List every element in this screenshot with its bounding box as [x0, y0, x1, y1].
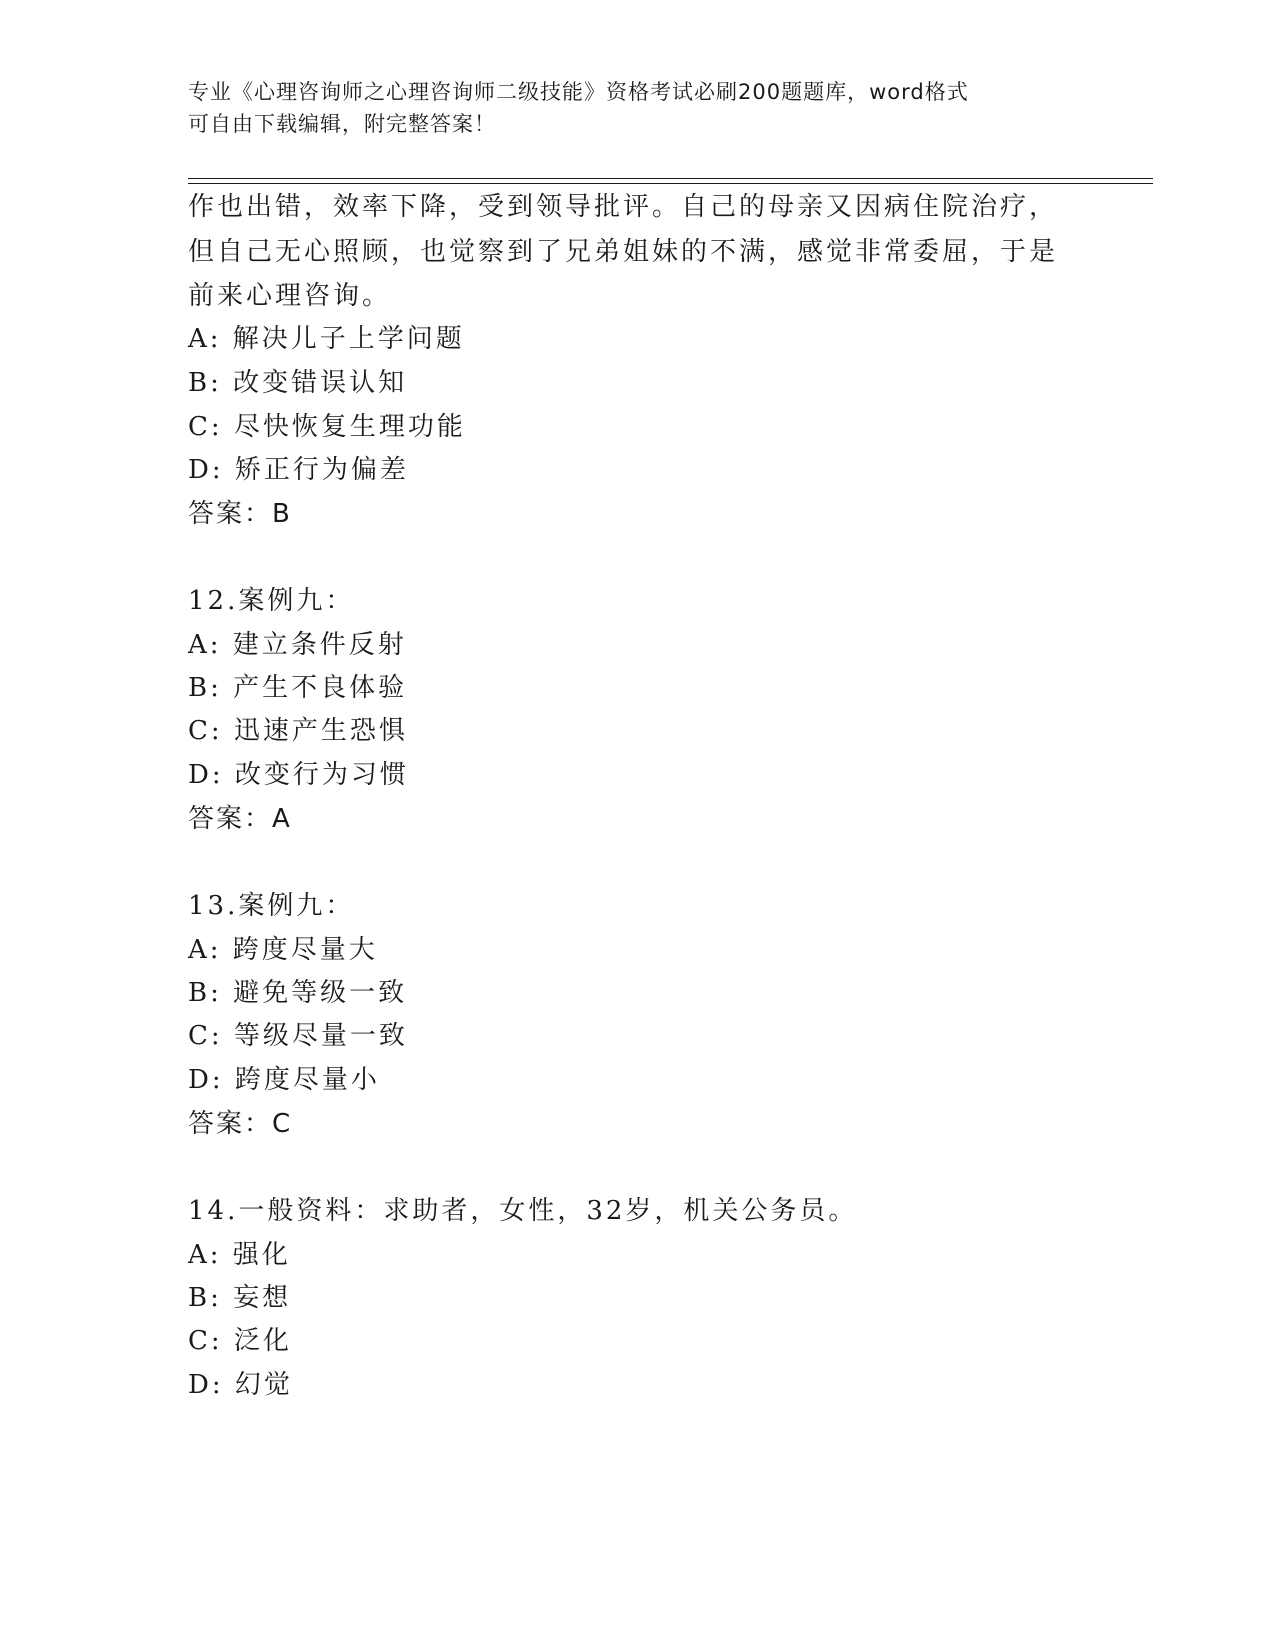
document-header [188, 76, 1068, 140]
answer-line: 答案：B [188, 499, 292, 529]
option-b: B: 妄想 [188, 1283, 292, 1313]
option-d: D: 矫正行为偏差 [188, 455, 409, 485]
header-title-line-2: 可自由下载编辑，附完整答案！ [188, 112, 496, 136]
question-text-line: 作也出错，效率下降，受到领导批评。自己的母亲又因病住院治疗， [188, 192, 1059, 222]
option-b: B: 产生不良体验 [188, 673, 408, 703]
answer-line: 答案：A [188, 804, 292, 834]
question-stem: 14.一般资料：求助者，女性，32岁，机关公务员。 [188, 1196, 858, 1226]
option-c: C: 迅速产生恐惧 [188, 716, 408, 746]
question-stem: 12.案例九： [188, 586, 355, 616]
option-a: A: 建立条件反射 [188, 630, 407, 660]
option-a: A: 跨度尽量大 [188, 935, 378, 965]
option-b: B: 避免等级一致 [188, 978, 408, 1008]
answer-line: 答案：C [188, 1109, 293, 1139]
option-a: A: 强化 [188, 1240, 291, 1270]
option-b: B: 改变错误认知 [188, 368, 408, 398]
option-d: D: 跨度尽量小 [188, 1065, 380, 1095]
option-c: C: 等级尽量一致 [188, 1021, 408, 1051]
option-a: A: 解决儿子上学问题 [188, 324, 465, 354]
header-title-line-1: 专业《心理咨询师之心理咨询师二级技能》资格考试必刷200题题库，word格式 [188, 80, 969, 104]
option-d: D: 改变行为习惯 [188, 760, 409, 790]
question-text-line: 前来心理咨询。 [188, 281, 392, 311]
question-stem: 13.案例九： [188, 891, 355, 921]
option-c: C: 尽快恢复生理功能 [188, 412, 466, 442]
header-divider-top [188, 178, 1153, 179]
option-c: C: 泛化 [188, 1326, 292, 1356]
option-d: D: 幻觉 [188, 1370, 293, 1400]
header-divider-bottom [188, 183, 1153, 184]
question-text-line: 但自己无心照顾，也觉察到了兄弟姐妹的不满，感觉非常委屈，于是 [188, 237, 1059, 267]
